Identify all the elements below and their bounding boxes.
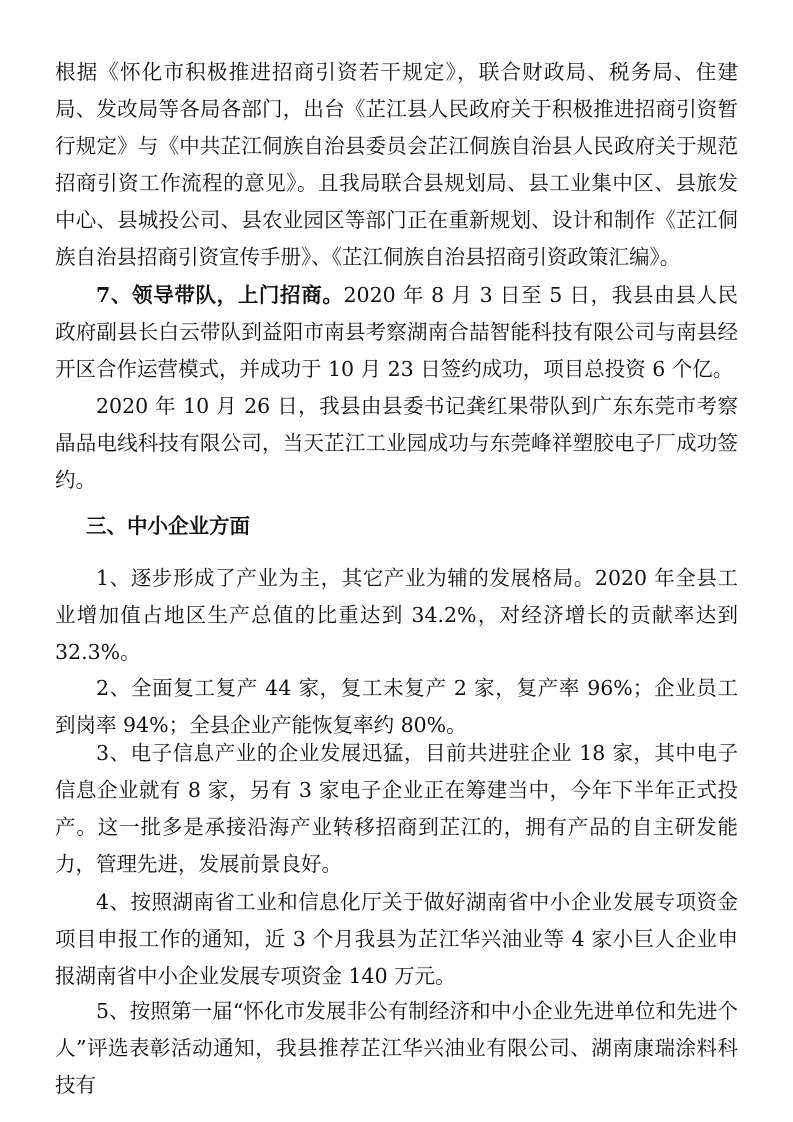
item-1-text: 1、逐步形成了产业为主，其它产业为辅的发展格局。2020 年全县工业增加值占地区生产总值的比重达到 34.2%，对经济增长的贡献率达到 32.3%。 <box>55 566 738 664</box>
item-3-text: 3、电子信息产业的企业发展迅猛，目前共进驻企业 18 家，其中电子信息企业就有 8 家，另有 3 家电子企业正在筹建当中，今年下半年正式投产。这一批多是承接沿海产业转移招商到芷江的，拥有产品的自主研发能力，管理先进，发展前景良好。 <box>55 741 738 876</box>
paragraph-item-7 <box>55 277 738 388</box>
item-7-body: 2020 年 8 月 3 日至 5 日，我县由县人民政府副县长白云带队到益阳市南县考察湖南合喆智能科技有限公司与南县经开区合作运营模式，并成功于 10 月 23 日签约成功，项目总投资 6 个亿。 <box>55 283 739 381</box>
paragraph-item-4 <box>55 884 738 995</box>
section-heading: 三、中小企业方面 <box>86 514 250 538</box>
paragraph-item-1 <box>55 560 738 671</box>
item-7-lead: 7、领导带队，上门招商。 <box>96 283 344 307</box>
paragraph-item-2 <box>55 670 738 744</box>
item-4-text: 4、按照湖南省工业和信息化厅关于做好湖南省中小企业发展专项资金项目申报工作的通知，近 3 个月我县为芷江华兴油业等 4 家小巨人企业申报湖南省中小企业发展专项资金 140 万元。 <box>55 890 738 988</box>
paragraph-october <box>55 388 738 499</box>
item-5-text: 5、按照第一届“怀化市发展非公有制经济和中小企业先进单位和先进个人”评选表彰活动通知，我县推荐芷江华兴油业有限公司、湖南康瑞涂料科技有 <box>55 999 738 1097</box>
paragraph-item-5 <box>55 993 738 1104</box>
item-2-text: 2、全面复工复产 44 家，复工未复产 2 家，复产率 96%；企业员工到岗率 94%；全县企业产能恢复率约 80%。 <box>55 676 738 737</box>
paragraph-october-text: 2020 年 10 月 26 日，我县由县委书记龚红果带队到广东东莞市考察晶品电线科技有限公司，当天芷江工业园成功与东莞峰祥塑胶电子厂成功签约。 <box>55 394 738 492</box>
paragraph-item-3 <box>55 735 738 883</box>
paragraph-intro: 根据《怀化市积极推进招商引资若干规定》，联合财政局、税务局、住建局、发改局等各局各部门，出台《芷江县人民政府关于积极推进招商引资暂行规定》与《中共芷江侗族自治县委员会芷江侗族自治县人民政府关于规范招商引资工作流程的意见》。且我局联合县规划局、县工业集中区、县旅发中心、县城投公司、县农业园区等部门正在重新规划、设计和制作《芷江侗族自治县招商引资宣传手册》、《芷江侗族自治县招商引资政策汇编》。 <box>55 60 738 269</box>
